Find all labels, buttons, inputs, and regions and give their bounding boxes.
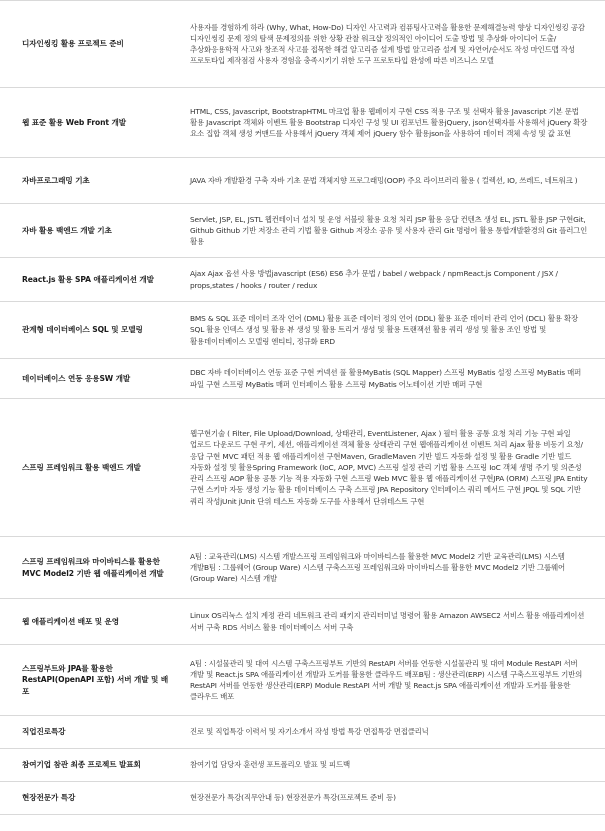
subject-description: Ajax Ajax 옵션 사용 방법javascript (ES6) ES6 추가 문법 / babel / webpack / npmReact.js Component / JSX / props,states / hooks / router / redux: [190, 269, 558, 290]
subject-description: JAVA 자바 개발환경 구축 자바 기초 문법 객체지향 프로그래밍(OOP) 주요 라이브러리 활용 ( 컬렉션, IO, 쓰레드, 네트워크 ): [190, 175, 578, 185]
curriculum-row: [0, 749, 605, 782]
subject-title: 스프링부트와 JPA를 활용한 RestAPI(OpenAPI 포함) 서버 개발 및 배포: [22, 663, 169, 696]
subject-description: Linux OS리눅스 설치 계정 관리 네트워크 관리 패키지 관리터미널 명령어 활용 Amazon AWSEC2 서비스 활용 애플리케이션 서버 구축 RDS 서비스 활용 데이터베이스 서버 구축: [190, 611, 585, 632]
curriculum-row: [0, 258, 605, 302]
curriculum-row: [0, 0, 605, 88]
curriculum-row: [0, 302, 605, 359]
subject-description: 사용자를 경험하게 하라 (Why, What, How-Do) 디자인 사고력과 컴퓨팅사고력을 활용한 문제해결능력 향상 디자인씽킹 공감 디자인씽킹 문제 정의 탐색 문제정의를 위한 상황 관찰 워크샵 정의적인 아이디어 도출 방법 및 추상화 아이디어 도출/추상화응용학적 사고와 창조적 사고를 접목한 해결 알고리즘 설계 방법 알고리즘 설계 및 자연어/순서도 작성 마인드맵 작성 프로토타입 제작점검 사용자 경험을 충족시키기 위한 도구 프로토타입 완성에 따른 비즈니스 모델: [190, 22, 585, 66]
subject-title: 스프링 프레임워크 활용 백엔드 개발: [22, 462, 141, 472]
subject-description: HTML, CSS, Javascript, BootstrapHTML 마크업 활용 웹페이지 구현 CSS 적용 구조 및 선택자 활용 Javascript 기본 문법 활용 Javascript 객체와 이벤트 활용 Bootstrap 디자인 구성 및 UI 컴포넌트 활용jQuery, json선택자를 사용해서 jQuery 확장 요소 집합 객체 생성 커맨드를 사용해서 jQuery 객체 제어 jQuery 함수 활용json을 사용하여 데이터 객체 속성 및 값 표현: [190, 106, 588, 139]
subject-title: 현장전문가 특강: [22, 793, 76, 803]
subject-description: BMS & SQL 표준 데이터 조작 언어 (DML) 활용 표준 데이터 정의 언어 (DDL) 활용 표준 데이터 관리 언어 (DCL) 활용 확장 SQL 활용 인덱스 생성 및 활용 뷰 생성 및 활용 트리거 생성 및 활용 트랜잭션 활용 쿼리 생성 및 활용 조인 방법 및 활용데이터베이스 모델링 엔티티, 정규화 ERD: [190, 314, 578, 346]
subject-title: 디자인씽킹 활용 프로젝트 준비: [22, 39, 124, 49]
curriculum-row: [0, 716, 605, 749]
subject-title: 웹 애플리케이션 배포 및 운영: [22, 616, 120, 626]
subject-description: DBC 자바 데이터베이스 연동 표준 구현 커넥션 풀 활용MyBatis (SQL Mapper) 스프링 MyBatis 설정 스프링 MyBatis 매퍼 파일 구현 스프링 MyBatis 매퍼 인터페이스 활용 스프링 MyBatis 어노테이션 기반 매퍼 구현: [190, 368, 582, 389]
curriculum-row: [0, 158, 605, 204]
subject-description: Servlet, JSP, EL, JSTL 웹컨테이너 설치 및 운영 서블릿 활용 요청 처리 JSP 활용 응답 컨텐츠 생성 EL, JSTL 활용 JSP 구현Git, Github Github 기반 저장소 관리 기법 활용 Github 저장소 공유 및 사용자 관리 Git 명령어 활용 통합개발환경의 Git 플러그인 활용: [190, 214, 588, 247]
curriculum-row: [0, 599, 605, 645]
subject-title: 데이터베이스 연동 응용SW 개발: [22, 373, 131, 383]
subject-title: 직업진로특강: [22, 727, 66, 737]
subject-title: 참여기업 참관 최종 프로젝트 발표회: [22, 760, 141, 770]
subject-title: 자바프로그래밍 기초: [22, 175, 90, 185]
curriculum-row: [0, 399, 605, 537]
curriculum-row: [0, 782, 605, 815]
subject-title: 관계형 데이터베이스 SQL 및 모델링: [22, 325, 143, 335]
subject-description: 진로 및 직업특강 이력서 및 자기소개서 작성 방법 특강 면접특강 면접클리닉: [190, 727, 429, 737]
subject-description: 참여기업 담당자 훈련생 포트폴리오 발표 및 피드백: [190, 760, 350, 770]
curriculum-row: [0, 359, 605, 399]
subject-description: A팀 : 교육관리(LMS) 시스템 개발스프링 프레임워크와 마이바티스를 활용한 MVC Model2 기반 교육관리(LMS) 시스템 개발B팀 : 그룹웨어 (Group Ware) 시스템 구축스프링 프레임워크와 마이바티스를 활용한 MVC Model2 기반 그룹웨어 (Group Ware) 시스템 개발: [190, 551, 566, 584]
curriculum-row: [0, 88, 605, 158]
subject-title: 스프링 프레임워크와 마이바티스를 활용한 MVC Model2 기반 웹 애플리케이션 개발: [22, 557, 164, 578]
subject-description: 웹구현기술 ( Filter, File Upload/Download, 상태관리, EventListener, Ajax ) 필터 활용 공통 요청 처리 기능 구현 파일 업로드 다운로드 구현 쿠키, 세션, 애플리케이션 객체 활용 상태관리 구현 웹애플리케이션 이벤트 처리 Ajax 활용 비동기 요청/응답 구현 MVC 패턴 적용 웹 애플리케이션 구현Maven, GradleMaven 기반 빌드 자동화 설정 및 활용 Gradle 기반 빌드 자동화 설정 및 활용Spring Framework (IoC, AOP, MVC) 스프링 설정 관리 기법 활용 스프링 IoC 객체 생명 주기 및 의존성 관리 스프링 AOP 활용 공통 기능 적용 자동화 구현 스프링 Web MVC 활용 웹 애플리케이션 구현JPA (ORM) 스프링 JPA Entity 구현 스키마 자동 생성 기능 활용 데이터베이스 구축 스프링 JPA Repository 인터페이스 쿼리 메서드 구현 JPQL 및 SQL 기반 쿼리 작성jUnit jUnit 단위 테스트 자동화 도구를 사용해서 단위테스트 구현: [190, 429, 588, 506]
subject-title: React.js 활용 SPA 애플리케이션 개발: [22, 274, 154, 284]
curriculum-row: [0, 537, 605, 599]
subject-description: 현장전문가 특강(직무안내 등) 현장전문가 특강(프로젝트 준비 등): [190, 793, 396, 803]
curriculum-row: [0, 204, 605, 258]
subject-title: 자바 활용 백엔드 개발 기초: [22, 225, 112, 235]
subject-title: 웹 표준 활용 Web Front 개발: [22, 117, 126, 127]
subject-description: A팀 : 시설물관리 및 대여 시스템 구축스프링부트 기반의 RestAPI 서버를 연동한 시설물관리 및 대여 Module RestAPI 서버 개발 및 React.js SPA 애플리케이션 개발과 도커를 활용한 클라우드 배포B팀 : 생산관리(ERP) 시스템 구축스프링부트 기반의 RestAPI 서버를 연동한 생산관리(ERP) Module RestAPI 서버 개발 및 React.js SPA 애플리케이션 개발과 도커를 활용한 클라우드 배포: [190, 658, 583, 702]
curriculum-row: [0, 645, 605, 716]
